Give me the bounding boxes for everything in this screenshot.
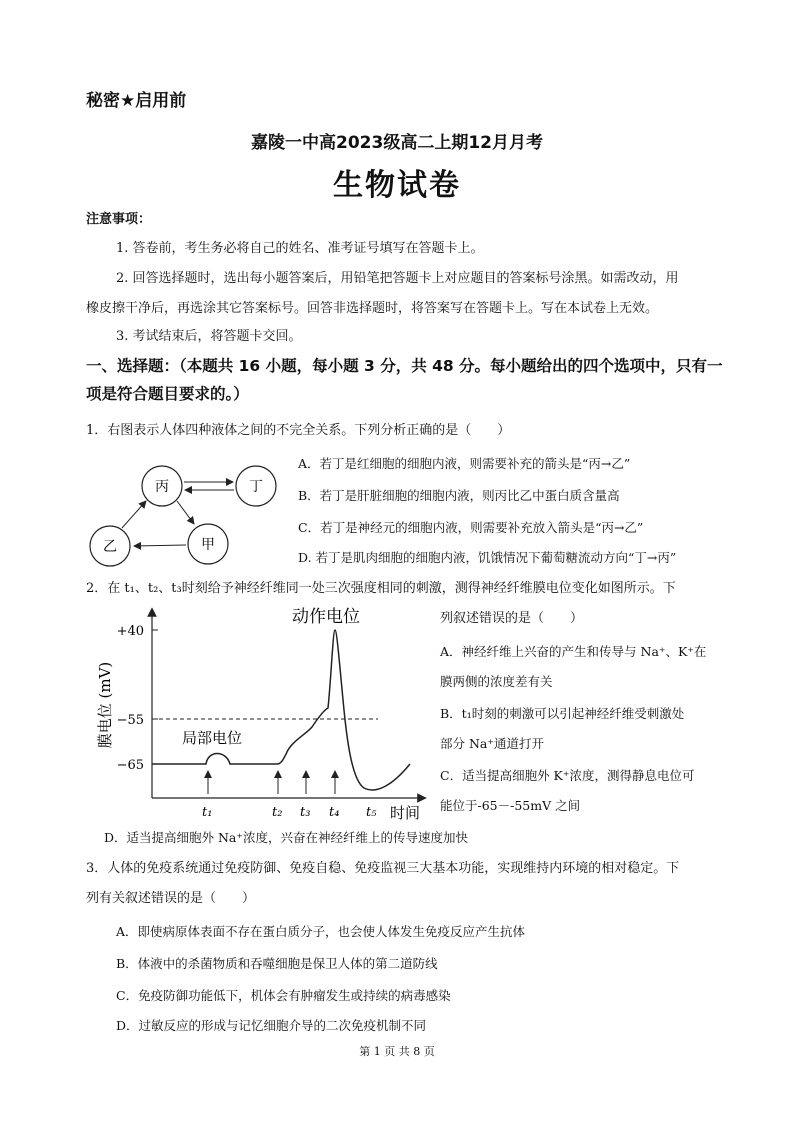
q2-option-c-cont: 能位于-65－-55mV 之间 [440, 798, 581, 813]
notice-item-1: 1. 答卷前，考生务必将自己的姓名、准考证号填写在答题卡上。 [116, 241, 484, 256]
exam-title: 生物试卷 [333, 168, 461, 203]
t3-label: t₃ [300, 805, 311, 820]
page-footer: 第 1 页 共 8 页 [359, 1045, 435, 1058]
local-potential-label: 局部电位 [182, 729, 243, 747]
notice-item-2: 2. 回答选择题时，选出每小题答案后，用铅笔把答题卡上对应题目的答案标号涂黑。如需改动，用 [116, 271, 679, 286]
potential-curve [152, 630, 410, 790]
q2-option-d: D．适当提高细胞外 Na⁺浓度，兴奋在神经纤维上的传导速度加快 [104, 830, 468, 845]
graph-title: 动作电位 [292, 607, 360, 627]
q2-option-a: A．神经纤维上兴奋的产生和传导与 Na⁺、K⁺在 [440, 644, 707, 659]
q3-option-c: C．免疫防御功能低下，机体会有肿瘤发生或持续的病毒感染 [116, 988, 451, 1003]
arrow-bing-jia [177, 501, 194, 524]
t2-label: t₂ [272, 805, 283, 820]
t5-label: t₅ [366, 805, 377, 820]
exam-subtitle: 嘉陵一中高2023级高二上期12月月考 [251, 133, 543, 153]
notice-item-2-cont: 橡皮擦干净后，再选涂其它答案标号。回答非选择题时，将答案写在答题卡上。写在本试卷上无效。 [86, 301, 659, 316]
q2-option-b-cont: 部分 Na⁺通道打开 [440, 736, 544, 751]
q2-option-b: B．t₁时刻的刺激可以引起神经纤维受刺激处 [440, 706, 685, 721]
q3-option-b: B．体液中的杀菌物质和吞噬细胞是保卫人体的第二道防线 [116, 956, 438, 971]
q3-option-a: A．即使病原体表面不存在蛋白质分子，也会使人体发生免疫反应产生抗体 [116, 924, 526, 939]
y-label-minus55: −55 [116, 713, 144, 728]
t1-label: t₁ [202, 805, 213, 820]
x-axis-label: 时间 [390, 804, 421, 822]
q1-stem: 1．右图表示人体四种液体之间的不完全关系。下列分析正确的是（ ） [86, 423, 511, 438]
q1-option-b: B．若丁是肝脏细胞的细胞内液，则丙比乙中蛋白质含量高 [298, 488, 620, 503]
y-axis-label: 膜电位 (mV) [96, 661, 114, 749]
q2-option-a-cont: 膜两侧的浓度差有关 [440, 674, 553, 689]
label-bing: 丙 [155, 479, 169, 495]
t4-label: t₄ [329, 805, 340, 820]
section-heading [86, 352, 726, 408]
q1-option-d: D. 若丁是肌肉细胞的细胞内液，饥饿情况下葡萄糖流动方向“丁→丙” [298, 550, 677, 565]
confidential-mark: 秘密★启用前 [86, 91, 187, 111]
q3-option-d: D．过敏反应的形成与记忆细胞介导的二次免疫机制不同 [116, 1018, 427, 1033]
label-ding: 丁 [249, 479, 263, 495]
q3-stem: 3．人体的免疫系统通过免疫防御、免疫自稳、免疫监视三大基本功能，实现维持内环境的相对稳定。下 [86, 861, 680, 876]
label-yi: 乙 [103, 539, 117, 555]
section-heading-line1: 一、选择题：（本题共 16 小题，每小题 3 分，共 48 分。每小题给出的四个选项中，只有一 [86, 357, 723, 375]
y-label-plus40: +40 [116, 624, 144, 639]
q2-potential-graph [92, 600, 432, 822]
q2-stem-cont: 列叙述错误的是（ ） [440, 611, 584, 626]
y-label-minus65: −65 [116, 758, 144, 773]
q1-option-a: A．若丁是红细胞的细胞内液，则需要补充的箭头是“丙→乙” [298, 456, 631, 471]
notice-item-3: 3. 考试结束后，将答题卡交回。 [116, 329, 302, 344]
q1-fluid-diagram [86, 446, 296, 576]
notice-heading: 注意事项： [86, 212, 152, 227]
q2-option-c: C．适当提高细胞外 K⁺浓度，测得静息电位可 [440, 768, 695, 783]
label-jia: 甲 [201, 537, 215, 553]
arrow-jia-yi [134, 545, 186, 546]
q1-option-c: C．若丁是神经元的细胞内液，则需要补充放入箭头是“丙→乙” [298, 520, 644, 535]
section-heading-line2: 项是符合题目要求的。） [86, 385, 249, 403]
q3-stem-cont: 列有关叙述错误的是（ ） [86, 891, 256, 906]
arrow-yi-bing [122, 501, 146, 528]
q2-stem: 2．在 t₁、t₂、t₃时刻给予神经纤维同一处三次强度相同的刺激，测得神经纤维膜电位变化如图所示。下 [86, 581, 676, 596]
